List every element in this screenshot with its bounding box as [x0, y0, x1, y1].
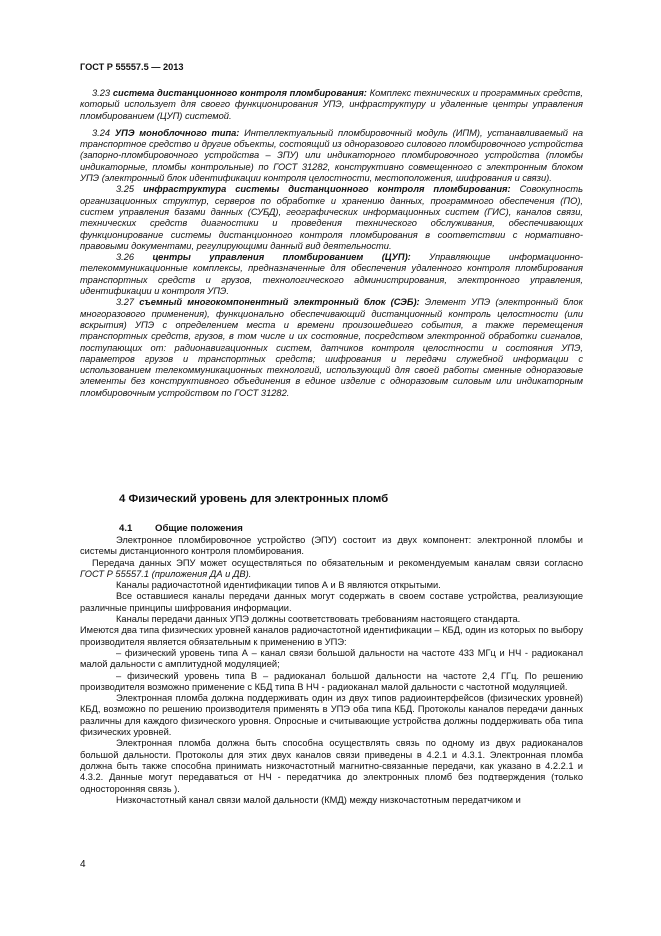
- paragraph: Имеются два типа физических уровней каналов радиочастотной идентификации – КБД, один из которых по выбору производителя является обязательным к применению в УПЭ:: [80, 625, 583, 647]
- definition-3-27: [80, 297, 583, 399]
- subsection-number: 4.1: [119, 523, 133, 534]
- def-number: 3.23: [92, 88, 111, 98]
- paragraph: Электронная пломба должна поддерживать один из двух типов радиоинтерфейсов (физических уровней) КБД, возможно по решению производителя применять в УПЭ оба типа КБД. Протоколы каналов передачи данных различны для каждого физического уровня. Опросные и считывающие устройства должны поддерживать оба типа физических уровней.: [80, 693, 583, 738]
- paragraph: [80, 558, 583, 581]
- def-term: система дистанционного контроля пломбирования:: [112, 88, 367, 98]
- def-number: 3.27: [116, 297, 135, 308]
- def-text: Интеллектуальный пломбировочный модуль (ИПМ), устанавливаемый на транспортное средство и другие объекты, состоящий из одноразового силового пломбировочного устройства (запорно-пломбировочного устройства – ЗПУ) или индикаторного пломбировочного устройства (пломбы индикаторные, пломбы контрольные) по ГОСТ 31282, конструктивно совмещенного с электронным блоком УПЭ (электронный блок идентификации контроля целостности, местоположения, шифрования и связи).: [80, 127, 583, 184]
- subsection-label: Общие положения: [155, 523, 243, 534]
- def-text: Совокупность организационных структур, серверов по обработке и хранению данных, программного обеспечения (ПО), систем управления базами данных (СУБД), географических информационных систем (ГИС), каналов связи, технических средств диагностики и проведения технического обслуживания, обеспечивающих функционирование системы дистанционного контроля пломбирования в соответствии с нормативно-правовыми документами, регулирующими данный вид деятельности.: [80, 184, 583, 251]
- paragraph: Электронное пломбировочное устройство (ЭПУ) состоит из двух компонент: электронной пломбы и системы дистанционного контроля пломбирования.: [80, 535, 583, 557]
- def-number: 3.26: [116, 252, 135, 263]
- page-number: 4: [80, 859, 86, 870]
- subsection-title: [119, 523, 243, 534]
- list-item: – физический уровень типа А – канал связи большой дальности на частоте 433 МГц и НЧ - радиоканал малой дальности с амплитудной модуляцией;: [80, 647, 583, 670]
- def-term: центры управления пломбированием (ЦУП):: [152, 252, 411, 263]
- def-number: 3.24: [92, 127, 111, 138]
- def-text: Элемент УПЭ (электронный блок многоразового применения), функционально обеспечивающий дистанционный контроль целостности (или вскрытия) УПЭ с определением места и времени произошедшего события, а также перемещения транспортных средств, грузов, в том числе и их состояние, посредством электронной обработки сигналов, поступающих от: радионавигационных систем, датчиков контроля целостности и состояния УПЭ, параметров грузов и транспортных средств; шифрования и передачи служебной информации с использованием телекоммуникационных технологий, использующий для своей работы сменные одноразовые элементы без конструктивного объединения в единое изделие с одноразовым силовым или индикаторным пломбировочным устройством по ГОСТ 31282.: [80, 297, 583, 398]
- body-text: [80, 535, 583, 806]
- paragraph: Каналы передачи данных УПЭ должны соответствовать требованиям настоящего стандарта.: [116, 614, 521, 625]
- definition-3-26: [80, 252, 583, 297]
- section-title: 4 Физический уровень для электронных пломб: [119, 493, 389, 505]
- paragraph: Электронная пломба должна быть способна осуществлять связь по одному из двух радиоканалов большой дальности. Протоколы для этих двух каналов связи приведены в 4.2.1 и 4.3.1. Электронная пломба должна быть также способна принимать низкочастотный магнитно-связанные передачи, как указано в 4.2.2.1 и 4.3.2. Данные могут передаваться от НЧ - передатчика до электронных пломб без подтверждения (только односторонняя связь ).: [80, 738, 583, 794]
- paragraph: Низкочастотный канал связи малой дальности (КМД) между низкочастотным передатчиком и: [116, 794, 521, 805]
- def-text: Комплекс технических и программных средств, который использует для своего функционирования УПЭ, инфраструктуру и удаленные центры управления пломбированием (ЦУП) системой.: [80, 88, 583, 121]
- def-term: съемный многокомпонентный электронный блок (СЭБ):: [139, 297, 420, 308]
- def-term: УПЭ моноблочного типа:: [114, 127, 240, 138]
- definitions: [80, 88, 583, 399]
- def-term: инфраструктура системы дистанционного контроля пломбирования:: [143, 184, 511, 195]
- definition-3-23: [80, 88, 583, 122]
- list-item: – физический уровень типа В – радиоканал большой дальности на частоте 2,4 ГГц. По решению производителя возможно применение с КБД типа В НЧ - радиоканал малой дальности с частотной модуляцией.: [80, 670, 583, 692]
- definition-3-24: [80, 128, 583, 184]
- definition-3-25: [80, 184, 583, 252]
- def-number: 3.25: [116, 184, 135, 195]
- page-header: ГОСТ Р 55557.5 — 2013: [80, 62, 184, 72]
- standard-reference: ГОСТ Р 55557.1 (приложения ДА и ДВ).: [80, 568, 252, 579]
- paragraph-text: Передача данных ЭПУ может осуществляться по обязательным и рекомендуемым каналам связи согласно: [92, 557, 583, 568]
- def-text: Управляющие информационно-телекоммуникационные комплексы, предназначенные для обеспечения удаленного контроля пломбирования транспортных средств и грузов, технологического администрирования, электронного управления, идентификации и контроля УПЭ.: [80, 252, 583, 297]
- paragraph: Каналы радиочастотной идентификации типов А и В являются открытыми.: [116, 580, 441, 591]
- paragraph: Все оставшиеся каналы передачи данных могут содержать в своем составе устройства, реализующие различные принципы шифрования информации.: [80, 591, 583, 613]
